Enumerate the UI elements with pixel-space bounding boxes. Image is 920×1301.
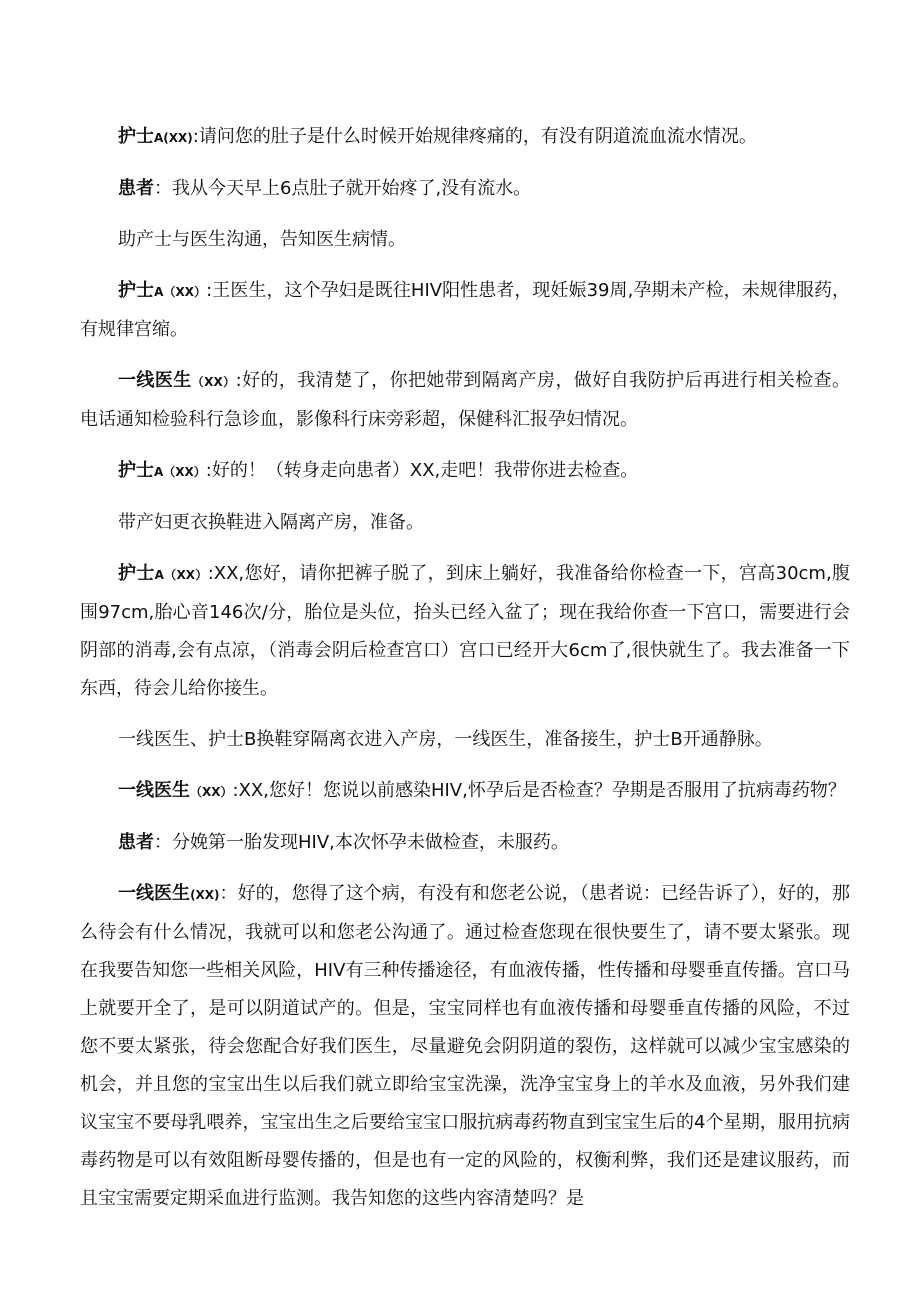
speaker-label: 护士A(XX): [118, 126, 193, 147]
speaker-label: 一线医生（XX）: [118, 780, 233, 801]
paragraph-text: :王医生，这个孕妇是既往HIV阳性患者，现妊娠39周,孕期未产检，未规律服药，有规律宫缩。: [80, 280, 851, 340]
speaker-label: 护士A（XX）: [118, 280, 207, 301]
speaker-label: 护士A（XX）: [118, 460, 206, 481]
speaker-label: 一线医生（XX）: [118, 370, 236, 391]
paragraph-9: [80, 721, 850, 759]
paragraph-text: 助产士与医生沟通，告知医生病情。: [118, 229, 406, 250]
paragraph-2: [80, 170, 850, 208]
paragraph-12: [80, 875, 850, 1218]
paragraph-3: [80, 221, 850, 259]
paragraph-text: ：好的，您得了这个病，有没有和您老公说，（患者说：已经告诉了），好的，那么待会有什么情况，我就可以和您老公沟通了。通过检查您现在很快要生了，请不要太紧张。现在我要告知您一些相关风险，HIV有三种传播途径，有血液传播，性传播和母婴垂直传播。宫口马上就要开全了，是可以阴道试产的。但是，宝宝同样也有血液传播和母婴垂直传播的风险，不过您不要太紧张，待会您配合好我们医生，尽量避免会阴阴道的裂伤，这样就可以减少宝宝感染的机会，并且您的宝宝出生以后我们就立即给宝宝洗澡，洗净宝宝身上的羊水及血液，另外我们建议宝宝不要母乳喂养，宝宝出生之后要给宝宝口服抗病毒药物直到宝宝生后的4个星期，服用抗病毒药物是可以有效阻断母婴传播的，但是也有一定的风险的，权衡利弊，我们还是建议服药，而且宝宝需要定期采血进行监测。我告知您的这些内容清楚吗？是: [80, 883, 851, 1209]
paragraph-text: :好的，我清楚了，你把她带到隔离产房，做好自我防护后再进行相关检查。电话通知检验科行急诊血，影像科行床旁彩超，保健科汇报孕妇情况。: [80, 370, 850, 430]
paragraph-text: :XX,您好，请你把裤子脱了，到床上躺好，我准备给你检查一下，宫高30cm,腹围97cm,胎心音146次/分，胎位是头位，抬头已经入盆了；现在我给你查一下宫口，需要进行会阴部的消毒,会有点凉，（消毒会阴后检查宫口）宫口已经开大6cm了,很快就生了。我去准备一下东西，待会儿给你接生。: [80, 563, 850, 699]
speaker-label: 护士A（XX）: [118, 563, 208, 584]
paragraph-text: 带产妇更衣换鞋进入隔离产房，准备。: [118, 512, 424, 533]
paragraph-11: [80, 824, 850, 862]
paragraph-text: ：分娩第一胎发现HIV,本次怀孕未做检查，未服药。: [154, 832, 569, 853]
paragraph-text: 一线医生、护士B换鞋穿隔离衣进入产房，一线医生，准备接生，护士B开通静脉。: [118, 729, 773, 750]
paragraph-1: [80, 118, 850, 157]
speaker-label: 患者: [118, 832, 154, 853]
paragraph-5: [80, 362, 850, 439]
document-body: [80, 118, 850, 1231]
paragraph-7: [80, 504, 850, 542]
paragraph-text: :XX,您好！您说以前感染HIV,怀孕后是否检查？孕期是否服用了抗病毒药物？: [232, 780, 846, 801]
paragraph-10: [80, 772, 850, 811]
paragraph-text: ：我从今天早上6点肚子就开始疼了,没有流水。: [154, 178, 532, 199]
paragraph-8: [80, 555, 850, 708]
paragraph-6: [80, 452, 850, 491]
paragraph-text: :请问您的肚子是什么时候开始规律疼痛的，有没有阴道流血流水情况。: [192, 126, 757, 147]
speaker-label: 患者: [118, 178, 154, 199]
paragraph-4: [80, 272, 850, 349]
paragraph-text: :好的！（转身走向患者）XX,走吧！我带你进去检查。: [205, 460, 639, 481]
speaker-label: 一线医生(XX): [118, 883, 220, 904]
